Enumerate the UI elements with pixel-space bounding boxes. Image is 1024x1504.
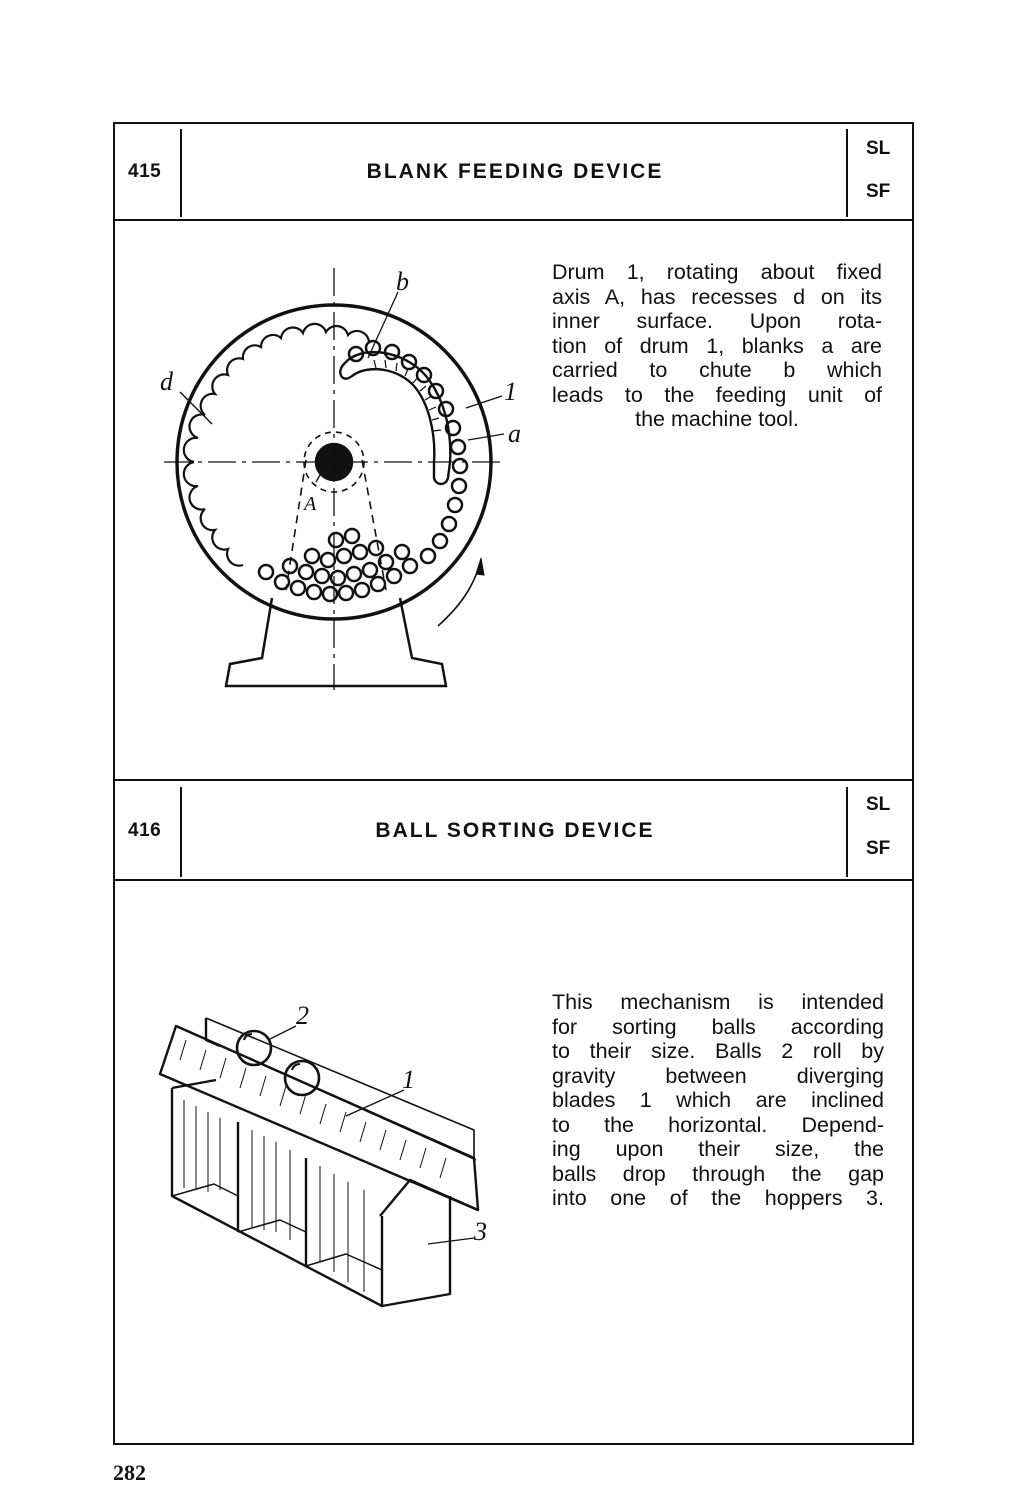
description-line: for sorting balls according bbox=[552, 1014, 884, 1039]
section-description bbox=[552, 990, 884, 1211]
section-title: BALL SORTING DEVICE bbox=[375, 819, 655, 842]
section-number: 415 bbox=[128, 161, 162, 182]
label-hoppers-3: 3 bbox=[474, 1217, 487, 1246]
description-line: axis A, has recesses d on its bbox=[552, 284, 882, 309]
description-line: to their size. Balls 2 roll by bbox=[552, 1039, 884, 1063]
header-416-left-rule bbox=[180, 787, 182, 877]
label-blades-1: 1 bbox=[402, 1065, 415, 1094]
header-415-left-rule bbox=[180, 129, 182, 217]
section-description bbox=[552, 260, 882, 432]
section-code: SL bbox=[866, 794, 891, 815]
label-blank-a: a bbox=[508, 419, 521, 448]
description-line: carried to chute b which bbox=[552, 358, 882, 382]
header-416-right-rule bbox=[846, 787, 848, 877]
label-drum-1: 1 bbox=[504, 377, 517, 406]
header-415-right-rule bbox=[846, 129, 848, 217]
description-line: Drum 1, rotating about fixed bbox=[552, 260, 882, 284]
page-number: 282 bbox=[113, 1460, 146, 1485]
description-line: blades 1 which are inclined bbox=[552, 1088, 884, 1112]
blank-feeding-drum-figure bbox=[150, 240, 540, 700]
section-416-header-divider bbox=[113, 879, 914, 881]
ball-sorting-figure bbox=[150, 990, 510, 1320]
description-line: ing upon their size, the bbox=[552, 1137, 884, 1161]
section-code: SF bbox=[866, 181, 891, 202]
label-chute-b: b bbox=[396, 267, 409, 296]
description-line: leads to the feeding unit of bbox=[552, 382, 882, 407]
description-line: the machine tool. bbox=[635, 407, 799, 431]
label-recess-d: d bbox=[160, 367, 173, 396]
description-line: to the horizontal. Depend- bbox=[552, 1112, 884, 1137]
description-line: into one of the hoppers 3. bbox=[552, 1186, 884, 1210]
label-balls-2: 2 bbox=[296, 1001, 309, 1030]
section-title: BLANK FEEDING DEVICE bbox=[366, 160, 664, 183]
description-line: inner surface. Upon rota- bbox=[552, 309, 882, 333]
description-line: This mechanism is intended bbox=[552, 990, 884, 1014]
description-line: balls drop through the gap bbox=[552, 1161, 884, 1186]
section-code: SL bbox=[866, 138, 891, 159]
description-line: tion of drum 1, blanks a are bbox=[552, 333, 882, 358]
section-416-top-divider bbox=[113, 779, 914, 781]
description-line: gravity between diverging bbox=[552, 1063, 884, 1088]
section-415-header-divider bbox=[113, 219, 914, 221]
section-code: SF bbox=[866, 838, 891, 859]
label-axis-A: A bbox=[304, 493, 317, 515]
section-number: 416 bbox=[128, 820, 162, 841]
